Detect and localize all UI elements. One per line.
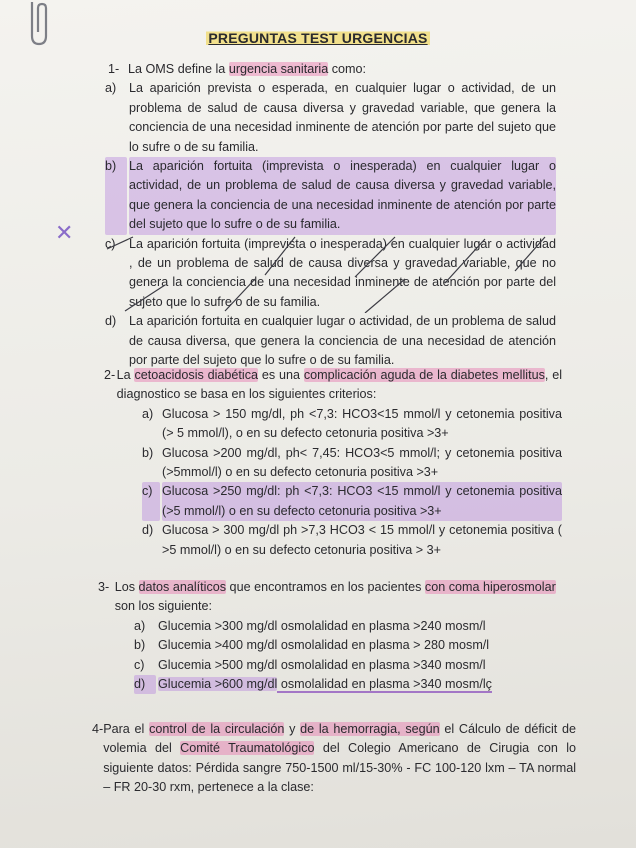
question-4 (92, 720, 576, 798)
page-title: PREGUNTAS TEST URGENCIAS (208, 30, 428, 46)
question-text: Los datos analíticos que encontramos en los pacientes con coma hiperosmolar son los siguiente: (114, 580, 556, 614)
option-2b[interactable]: b) Glucosa >200 mg/dl, ph< 7,45: HCO3<5 mmol/l; y cetonemia positiva (>5mmol/l) o en su defecto cetonuria positiva >3+ (142, 445, 562, 480)
question-2 (104, 366, 562, 560)
option-2a[interactable]: a) Glucosa > 150 mg/dl, ph <7,3: HCO3<15 mmol/l y cetonemia positiva (> 5 mmol/l), o en su defecto cetonuria positiva >3+ (142, 406, 562, 441)
question-1 (105, 60, 556, 371)
wrong-answer-mark: ✕ (55, 220, 74, 245)
question-number: 3- (98, 580, 110, 594)
question-text: La OMS define la urgencia sanitaria como: (128, 62, 367, 76)
question-3 (98, 578, 568, 694)
question-text: Para el control de la circulación y de la hemorragia, según el Cálculo de déficit de volemia del Comité Traumatológico del Colegio Americano de Cirugia con lo siguiente datos: Pérdida sangre 750-1500 ml/15-30% - FC 100-120 lxm – TA normal – FR 20-30 rxm, pertenece a la clase: (103, 722, 577, 795)
option-1b[interactable]: b) La aparición fortuita (imprevista o inesperada) en cualquier lugar o actividad, de un problema de salud de causa diversa y gravedad variable, que genera la conciencia de una necesidad inminente de atención por parte del sujeto que lo sufre o de su familia. (105, 157, 556, 235)
option-3d[interactable]: d) Glucemia >600 mg/dl osmolalidad en plasma >340 mosm/lç (134, 675, 568, 694)
question-number: 4- (92, 722, 104, 736)
question-number: 1- (108, 62, 120, 76)
option-3b[interactable]: b) Glucemia >400 mg/dl osmolalidad en plasma > 280 mosm/l (134, 638, 490, 653)
option-3c[interactable]: c) Glucemia >500 mg/dl osmolalidad en plasma >340 mosm/l (134, 657, 486, 672)
option-2c[interactable]: c) Glucosa >250 mg/dl: ph <7,3: HCO3 <15 mmol/l y cetonemia positiva (>5 mmol/l) o en su defecto cetonuria positiva >3+ (142, 482, 562, 521)
option-2d[interactable]: d) Glucosa > 300 mg/dl ph >7,3 HCO3 < 15 mmol/l y cetonemia positiva ( >5 mmol/l) o en su defecto cetonuria positiva > 3+ (142, 523, 562, 557)
option-1d[interactable]: d) La aparición fortuita en cualquier lugar o actividad, de un problema de salud de causa diversa, que genera la conciencia de una necesidad de atención por parte del sujeto que lo sufre o de su familia. (105, 314, 556, 368)
question-text: La cetoacidosis diabética es una complicación aguda de la diabetes mellitus, el diagnostico se basa en los siguientes criterios: (116, 368, 562, 402)
question-number: 2- (104, 368, 116, 382)
option-1c[interactable]: c) La aparición fortuita (imprevista o inesperada) en cualquier lugar o actividad , de un problema de salud de causa diversa y gravedad variable, que no genera la conciencia de una necesidad inminente de atención por parte del sujeto que lo sufre o de su familia. (105, 235, 556, 313)
option-3a[interactable]: a) Glucemia >300 mg/dl osmolalidad en plasma >240 mosm/l (134, 618, 486, 633)
option-1a[interactable]: a) La aparición prevista o esperada, en cualquier lugar o actividad, de un problema de salud de causa diversa y gravedad variable, que genera la conciencia de una necesidad inminente de atención por parte del sujeto que lo sufre o de su familia. (105, 81, 556, 154)
